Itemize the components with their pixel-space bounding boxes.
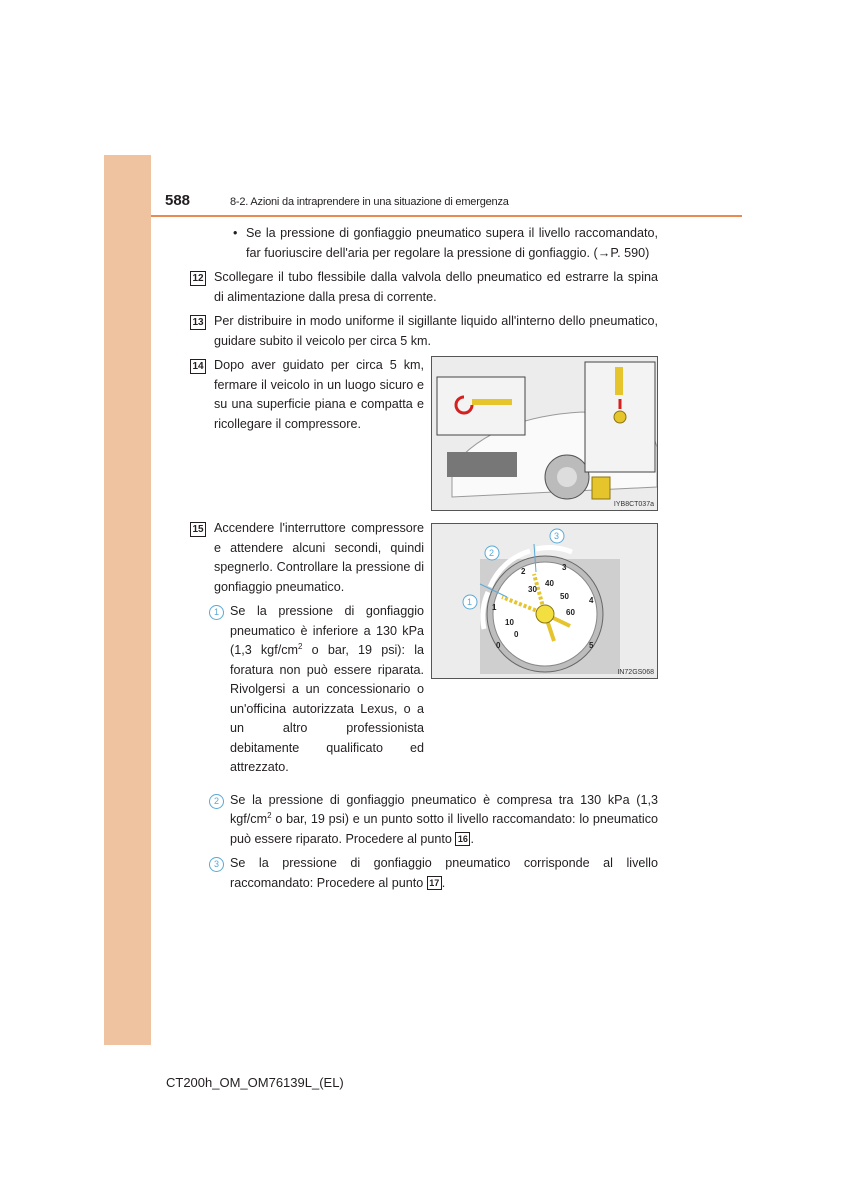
bullet-text: Se la pressione di gonfiaggio pneumatico supera il livello raccomandato, far fuoriuscire dell'aria per regolare la pressione di gonfiaggio. (→P. 590): [246, 226, 658, 260]
chapter-sidebar: [104, 155, 151, 1045]
step-number: 15: [190, 522, 206, 537]
step-14-row: [190, 356, 658, 511]
sub-item-2: [190, 791, 658, 850]
sub-text-part: o bar, 19 psi): la foratura non può essere riparata. Rivolgersi a un concessionario o un'officina autorizzata Lexus, o a un altro professionista debitamente qualificato ed attrezzato.: [230, 643, 424, 774]
document-code: CT200h_OM_OM76139L_(EL): [166, 1075, 344, 1090]
bullet-item: [190, 224, 658, 263]
bullet-dot: •: [233, 226, 238, 240]
header-rule: [151, 215, 742, 217]
callout-label: 1: [467, 597, 473, 607]
gauge-tick: 60: [566, 608, 575, 617]
figure-compressor-connection: [431, 356, 658, 511]
gauge-tick: 0: [496, 641, 501, 650]
step-13: [190, 312, 658, 351]
superscript: 2: [267, 810, 272, 820]
callout-label: 3: [554, 531, 560, 541]
step-reference: 17: [427, 876, 442, 890]
step-15: [190, 519, 424, 597]
superscript: 2: [297, 641, 303, 651]
step-number: 14: [190, 359, 206, 374]
gauge-tick: 5: [589, 641, 594, 650]
step-15-row: [190, 519, 658, 783]
sub-text-part: Se la pressione di gonfiaggio pneumatico corrisponde al livello raccomandato: Procedere al punto: [230, 856, 658, 890]
figure-code: IYB8CT037a: [613, 501, 654, 508]
step-12: [190, 268, 658, 307]
figure-code: IN72GS068: [617, 669, 654, 676]
sub-text-part: o bar, 19 psi) e un punto sotto il livello raccomandato: lo pneumatico può essere riparato. Procedere al punto: [230, 812, 658, 846]
step-text: Dopo aver guidato per circa 5 km, fermare il veicolo in un luogo sicuro e su una superficie piana e compatta e ricollegare il compressore.: [214, 358, 424, 431]
gauge-tick: 4: [589, 596, 594, 605]
sub-number: 3: [209, 857, 224, 872]
gauge-tick: 10: [505, 618, 514, 627]
sub-text-part: Se la pressione di gonfiaggio pneumatico è inferiore a 130 kPa (1,3 kgf/cm: [230, 604, 424, 657]
gauge-tick: 2: [521, 567, 526, 576]
figure-pressure-gauge: [431, 523, 658, 679]
section-title: 8-2. Azioni da intraprendere in una situazione di emergenza: [230, 196, 509, 208]
step-text: Per distribuire in modo uniforme il sigillante liquido all'interno dello pneumatico, guidare subito il veicolo per circa 5 km.: [214, 314, 658, 348]
sub-number: 2: [209, 794, 224, 809]
car-compressor-illustration: [432, 357, 657, 510]
page-number: 588: [165, 192, 191, 209]
step-reference: 16: [455, 832, 470, 846]
sub-text-part: Se la pressione di gonfiaggio pneumatico è compresa tra 130 kPa (1,3 kgf/cm: [230, 792, 658, 826]
sub-item-1: [190, 602, 424, 778]
gauge-tick: 3: [562, 563, 567, 572]
sub-number: 1: [209, 605, 224, 620]
gauge-tick: 0: [514, 630, 519, 639]
step-number: 12: [190, 271, 206, 286]
gauge-tick: 1: [492, 603, 497, 612]
gauge-tick: 30: [528, 585, 537, 594]
step-text: Accendere l'interruttore compressore e attendere alcuni secondi, quindi spegnerlo. Controllare la pressione di gonfiaggio pneumatico.: [214, 521, 424, 594]
page-content: [190, 224, 658, 898]
gauge-tick: 50: [560, 592, 569, 601]
step-14: [190, 356, 424, 434]
gauge-tick: 40: [545, 579, 554, 588]
pressure-gauge-illustration: [432, 524, 657, 678]
callout-label: 2: [489, 548, 495, 558]
sub-text-part: .: [470, 831, 474, 846]
step-number: 13: [190, 315, 206, 330]
step-text: Scollegare il tubo flessibile dalla valvola dello pneumatico ed estrarre la spina di alimentazione dalla presa di corrente.: [214, 270, 658, 304]
sub-text-part: .: [441, 875, 446, 890]
sub-item-3: [190, 854, 658, 893]
